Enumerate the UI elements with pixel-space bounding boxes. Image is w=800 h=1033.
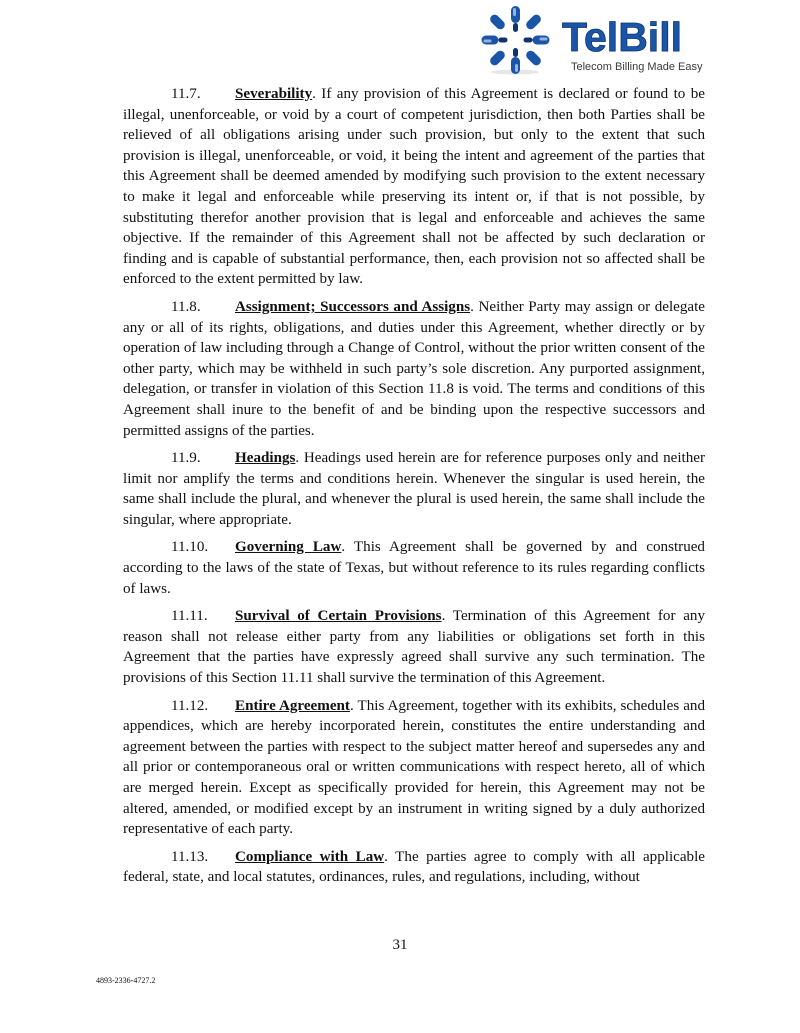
section-text: . Neither Party may assign or delegate any or all of its rights, obligations, and duties under this Agreement, whether directly or by operation of law including through a Change of Control, without the prior written consent of the other party, which may be withheld in such party’s sole discretion. Any purported assignment, delegation, or transfer in violation of this Section 11.8 is void. The terms and conditions of this Agreement shall inure to the benefit of and be binding upon the respective successors and permitted assigns of the parties. bbox=[123, 298, 705, 439]
section-heading: Headings bbox=[235, 450, 296, 467]
document-body bbox=[123, 84, 705, 895]
section-11-8 bbox=[123, 297, 705, 441]
section-heading: Governing Law bbox=[235, 539, 342, 556]
section-text: . Headings used herein are for reference purposes only and neither limit nor amplify the terms and conditions herein. Whenever the singular is used herein, the same shall include the plural, and whenever the plural is used herein, the same shall include the singular, where appropriate. bbox=[123, 450, 705, 528]
logo-tagline: Telecom Billing Made Easy bbox=[571, 61, 703, 73]
section-heading: Entire Agreement bbox=[235, 697, 350, 714]
section-number: 11.9. bbox=[171, 450, 201, 467]
logo-burst-icon bbox=[482, 6, 550, 75]
section-heading: Survival of Certain Provisions bbox=[235, 608, 442, 625]
section-number: 11.12. bbox=[171, 697, 209, 714]
section-heading: Assignment; Successors and Assigns bbox=[235, 298, 471, 315]
section-number: 11.7. bbox=[171, 86, 201, 102]
section-heading: Severability bbox=[235, 86, 313, 102]
section-number: 11.8. bbox=[171, 298, 201, 315]
page-number: 31 bbox=[392, 937, 408, 953]
section-text: . Termination of this Agreement for any reason shall not release either party from any liabilities or obligations set forth in this Agreement that the parties have expressly agreed shall survive any such termination. The provisions of this Section 11.11 shall survive the termination of this Agreement. bbox=[123, 608, 705, 687]
logo-wordmark: TelBill bbox=[562, 14, 682, 60]
section-text: . The parties agree to comply with all applicable federal, state, and local statutes, ordinances, rules, and regulations, including, without bbox=[123, 848, 705, 886]
section-heading: Compliance with Law bbox=[235, 848, 385, 865]
section-11-11 bbox=[123, 606, 705, 688]
section-11-7 bbox=[123, 84, 705, 290]
section-11-10 bbox=[123, 537, 705, 599]
document-id: 4893-2336-4727.2 bbox=[96, 976, 156, 985]
section-text: . This Agreement, together with its exhibits, schedules and appendices, which are hereby incorporated herein, constitutes the entire understanding and agreement between the parties with respect to the subject matter hereof and supersedes any and all prior or contemporaneous oral or written communications with respect hereto, all of which are merged herein. Except as specifically provided for herein, this Agreement may not be altered, amended, or modified except by an instrument in writing signed by a duly authorized representative of each party. bbox=[123, 697, 706, 838]
telbill-logo bbox=[474, 2, 706, 78]
section-11-13 bbox=[123, 847, 705, 888]
section-number: 11.11. bbox=[171, 608, 208, 625]
section-text: . If any provision of this Agreement is declared or found to be illegal, unenforceable, or void by a court of competent jurisdiction, then both Parties shall be relieved of all obligations arising under such provision, but only to the extent that such provision is illegal, unenforceable, or void, it being the intent and agreement of the parties that this Agreement shall be deemed amended by modifying such provision to the extent necessary to make it legal and enforceable while preserving its intent or, if that is not possible, by substituting therefor another provision that is legal and enforceable and achieves the same objective. If the remainder of this Agreement shall not be affected by such declaration or finding and is capable of substantial performance, then, each provision not so affected shall be enforced to the extent permitted by law. bbox=[123, 86, 705, 288]
section-text: . This Agreement shall be governed by and construed according to the laws of the state of Texas, but without reference to its rules regarding conflicts of laws. bbox=[123, 539, 705, 597]
section-number: 11.13. bbox=[171, 848, 209, 865]
section-11-9 bbox=[123, 448, 705, 530]
section-11-12 bbox=[123, 696, 705, 840]
section-number: 11.10. bbox=[171, 539, 209, 556]
